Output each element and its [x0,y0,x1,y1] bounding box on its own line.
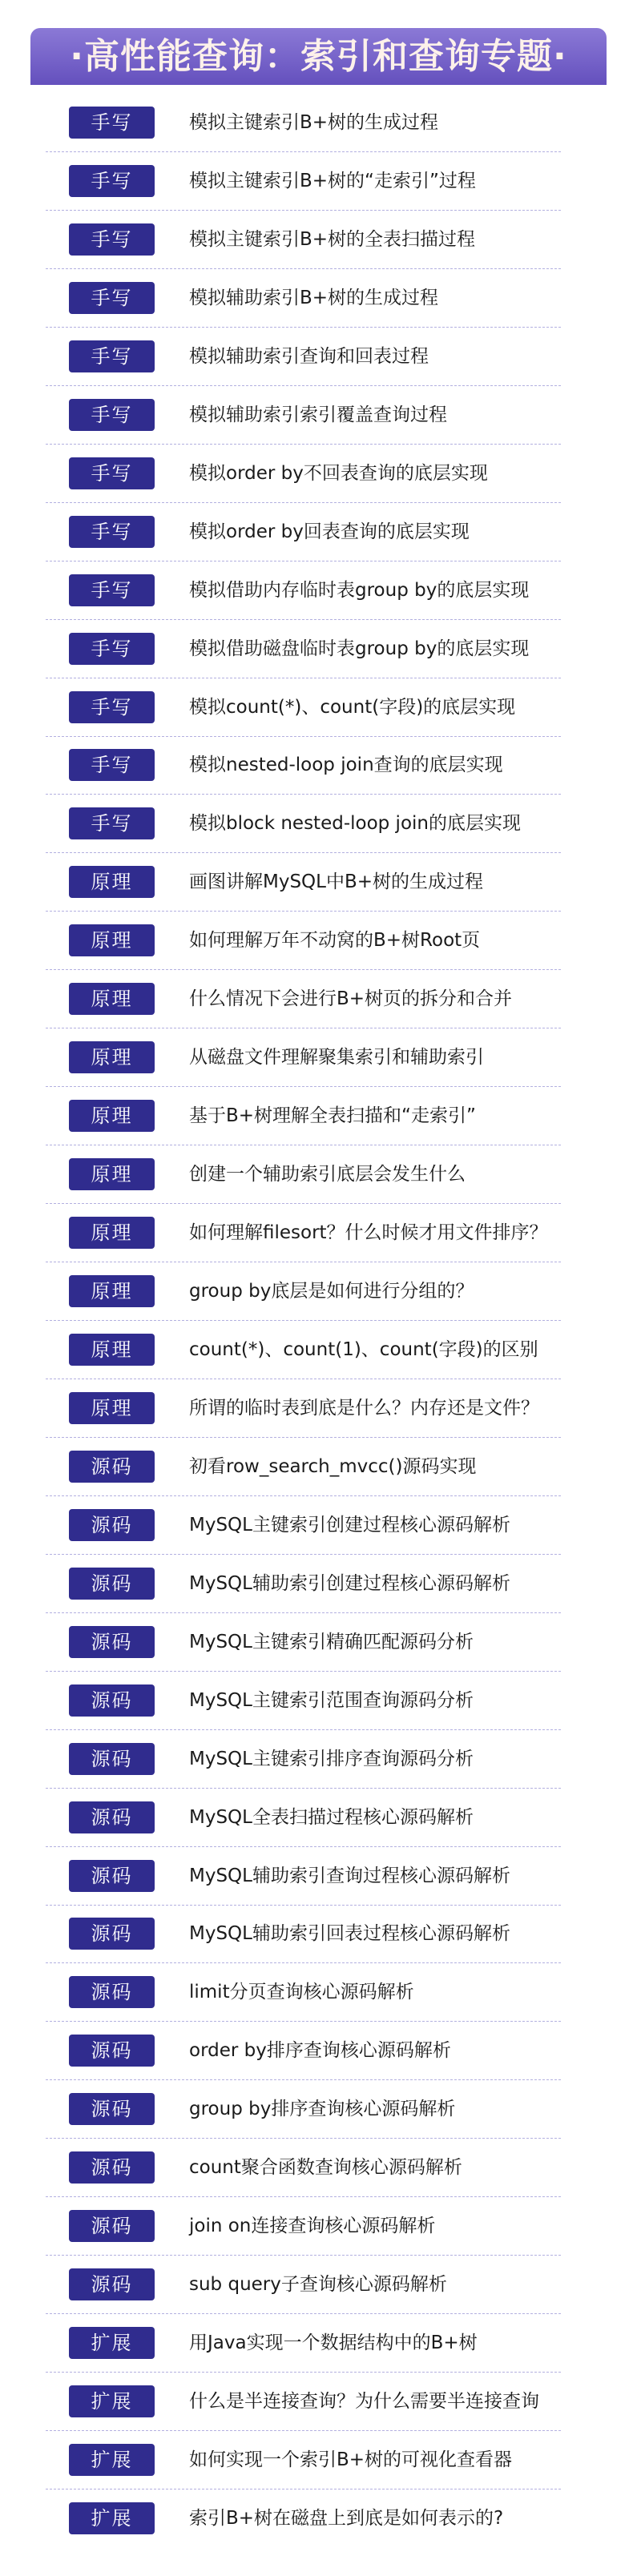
topic-title[interactable]: 模拟主键索引B+树的生成过程 [189,112,439,133]
dashed-divider [46,1086,561,1087]
list-item[interactable] [0,1217,641,1275]
category-badge: 源码 [69,1568,155,1600]
list-item[interactable] [0,1684,641,1743]
list-item[interactable] [0,866,641,924]
category-badge: 源码 [69,1509,155,1541]
list-item[interactable] [0,1158,641,1217]
page-title: ·高性能查询：索引和查询专题· [70,35,567,77]
topic-title[interactable]: 模拟order by回表查询的底层实现 [189,521,470,542]
category-badge: 原理 [69,1100,155,1132]
category-badge: 扩展 [69,2502,155,2534]
topic-title[interactable]: MySQL主键索引创建过程核心源码解析 [189,1514,510,1536]
category-badge: 扩展 [69,2444,155,2476]
topic-title[interactable]: 画图讲解MySQL中B+树的生成过程 [189,871,484,893]
dashed-divider [46,911,561,912]
topic-title[interactable]: MySQL主键索引精确匹配源码分析 [189,1631,474,1652]
list-item[interactable] [0,2093,641,2151]
topic-title[interactable]: 模拟主键索引B+树的“走索引”过程 [189,170,476,191]
category-badge: 手写 [69,691,155,723]
category-badge: 原理 [69,1217,155,1249]
list-item[interactable] [0,457,641,516]
topic-title[interactable]: 模拟order by不回表查询的底层实现 [189,462,488,484]
list-item[interactable] [0,1626,641,1684]
list-item[interactable] [0,574,641,633]
topic-title[interactable]: MySQL辅助索引回表过程核心源码解析 [189,1923,510,1945]
dashed-divider [46,852,561,853]
dashed-divider [46,502,561,503]
topic-title[interactable]: count(*)、count(1)、count(字段)的区别 [189,1338,538,1360]
dashed-divider [46,1962,561,1963]
topic-title[interactable]: group by底层是如何进行分组的？ [189,1281,474,1302]
category-badge: 源码 [69,2035,155,2067]
dashed-divider [46,327,561,328]
category-badge: 源码 [69,2268,155,2300]
list-item[interactable] [0,1801,641,1860]
category-badge: 原理 [69,1041,155,1073]
topic-title[interactable]: 从磁盘文件理解聚集索引和辅助索引 [189,1047,484,1069]
dashed-divider [46,1495,561,1496]
category-badge: 原理 [69,1334,155,1366]
category-badge: 原理 [69,924,155,956]
category-badge: 源码 [69,2151,155,2184]
topic-title[interactable]: join on连接查询核心源码解析 [189,2216,436,2237]
category-badge: 源码 [69,1801,155,1833]
dashed-divider [46,1437,561,1438]
list-item[interactable] [0,1743,641,1801]
dashed-divider [46,2079,561,2080]
topic-title[interactable]: 什么情况下会进行B+树页的拆分和合并 [189,988,513,1010]
category-badge: 手写 [69,633,155,665]
category-badge: 手写 [69,457,155,489]
dashed-divider [46,385,561,386]
category-badge: 手写 [69,399,155,431]
dashed-divider [46,969,561,970]
list-item[interactable] [0,223,641,282]
dashed-divider [46,1320,561,1321]
list-item[interactable] [0,165,641,223]
list-item[interactable] [0,1100,641,1158]
topic-title[interactable]: 如何理解filesort？什么时候才用文件排序？ [189,1222,548,1244]
dashed-divider [46,1729,561,1730]
topic-title[interactable]: 模拟借助内存临时表group by的底层实现 [189,579,530,601]
category-badge: 扩展 [69,2327,155,2359]
topic-title[interactable]: 如何理解万年不动窝的B+树Root页 [189,930,481,952]
topic-title[interactable]: 模拟辅助索引查询和回表过程 [189,345,429,367]
dashed-divider [46,151,561,152]
list-item[interactable] [0,1568,641,1626]
list-item[interactable] [0,983,641,1041]
topic-title[interactable]: 用Java实现一个数据结构中的B+树 [189,2332,478,2354]
category-badge: 原理 [69,1158,155,1190]
category-badge: 源码 [69,1918,155,1950]
dashed-divider [46,1612,561,1613]
list-item[interactable] [0,1976,641,2035]
list-item[interactable] [0,749,641,807]
category-badge: 手写 [69,807,155,839]
topic-title[interactable]: 什么是半连接查询？为什么需要半连接查询 [189,2391,539,2413]
topic-title[interactable]: 索引B+树在磁盘上到底是如何表示的? [189,2507,504,2529]
category-badge: 手写 [69,749,155,781]
category-badge: 手写 [69,107,155,139]
dashed-divider [46,2313,561,2314]
category-badge: 手写 [69,574,155,606]
list-item[interactable] [0,2502,641,2561]
dashed-divider [46,619,561,620]
dashed-divider [46,1554,561,1555]
dashed-divider [46,794,561,795]
category-badge: 原理 [69,1392,155,1424]
dashed-divider [46,444,561,445]
list-item[interactable] [0,2151,641,2210]
topic-title[interactable]: 基于B+树理解全表扫描和“走索引” [189,1105,476,1127]
list-item[interactable] [0,2327,641,2385]
category-badge: 源码 [69,1743,155,1775]
category-badge: 源码 [69,2210,155,2242]
category-badge: 扩展 [69,2385,155,2417]
list-item[interactable] [0,2210,641,2268]
dashed-divider [46,1905,561,1906]
list-item[interactable] [0,691,641,750]
list-item[interactable] [0,2268,641,2327]
dashed-divider [46,2372,561,2373]
category-badge: 原理 [69,1275,155,1307]
category-badge: 源码 [69,2093,155,2125]
topic-title[interactable]: MySQL全表扫描过程核心源码解析 [189,1806,474,1828]
topic-title[interactable]: sub query子查询核心源码解析 [189,2274,447,2296]
topic-title[interactable]: MySQL主键索引排序查询源码分析 [189,1748,474,1769]
dashed-divider [46,1846,561,1847]
list-item[interactable] [0,1392,641,1451]
dashed-divider [46,1788,561,1789]
dashed-divider [46,1203,561,1204]
category-badge: 源码 [69,1860,155,1892]
list-item[interactable] [0,516,641,574]
category-badge: 手写 [69,340,155,372]
header-banner [30,28,607,85]
topic-title[interactable]: 模拟借助磁盘临时表group by的底层实现 [189,638,530,659]
topic-title[interactable]: 如何实现一个索引B+树的可视化查看器 [189,2449,513,2470]
list-item[interactable] [0,399,641,457]
topic-title[interactable]: 模拟count(*)、count(字段)的底层实现 [189,696,516,718]
list-item[interactable] [0,1918,641,1976]
dashed-divider [46,736,561,737]
list-item[interactable] [0,1041,641,1100]
topic-title[interactable]: count聚合函数查询核心源码解析 [189,2157,462,2179]
category-badge: 手写 [69,223,155,256]
list-item[interactable] [0,1509,641,1568]
list-item[interactable] [0,282,641,340]
dashed-divider [46,210,561,211]
category-badge: 源码 [69,1976,155,2008]
list-item[interactable] [0,1334,641,1392]
topic-title[interactable]: 模拟辅助索引索引覆盖查询过程 [189,404,447,425]
dashed-divider [46,1671,561,1672]
dashed-divider [46,2255,561,2256]
topic-title[interactable]: MySQL辅助索引查询过程核心源码解析 [189,1865,510,1886]
dashed-divider [46,2430,561,2431]
category-badge: 源码 [69,1451,155,1483]
topic-title[interactable]: limit分页查询核心源码解析 [189,1982,414,2003]
topic-title[interactable]: MySQL辅助索引创建过程核心源码解析 [189,1572,510,1594]
dashed-divider [46,2021,561,2022]
category-badge: 源码 [69,1684,155,1717]
category-badge: 手写 [69,516,155,548]
list-item[interactable] [0,1275,641,1334]
topic-title[interactable]: 创建一个辅助索引底层会发生什么 [189,1164,466,1185]
list-item[interactable] [0,2035,641,2093]
list-item[interactable] [0,924,641,983]
list-item[interactable] [0,633,641,691]
dashed-divider [46,268,561,269]
topic-title[interactable]: 初看row_search_mvcc()源码实现 [189,1455,477,1477]
topic-title[interactable]: group by排序查询核心源码解析 [189,2099,456,2120]
category-badge: 手写 [69,165,155,197]
category-badge: 原理 [69,983,155,1015]
category-badge: 原理 [69,866,155,898]
topic-title[interactable]: 所谓的临时表到底是什么？内存还是文件？ [189,1397,539,1419]
list-item[interactable] [0,1860,641,1918]
dashed-divider [46,2196,561,2197]
topic-title[interactable]: 模拟nested-loop join查询的底层实现 [189,755,503,776]
topic-title[interactable]: 模拟主键索引B+树的全表扫描过程 [189,228,476,250]
topic-title[interactable]: MySQL主键索引范围查询源码分析 [189,1689,474,1711]
list-item[interactable] [0,1451,641,1509]
list-item[interactable] [0,107,641,165]
list-item[interactable] [0,807,641,866]
list-item[interactable] [0,2444,641,2502]
topic-title[interactable]: 模拟辅助索引B+树的生成过程 [189,287,439,308]
list-item[interactable] [0,2385,641,2444]
category-badge: 手写 [69,282,155,314]
list-item[interactable] [0,340,641,399]
topic-title[interactable]: 模拟block nested-loop join的底层实现 [189,813,521,835]
topic-title[interactable]: order by排序查询核心源码解析 [189,2040,451,2062]
dashed-divider [46,2138,561,2139]
category-badge: 源码 [69,1626,155,1658]
